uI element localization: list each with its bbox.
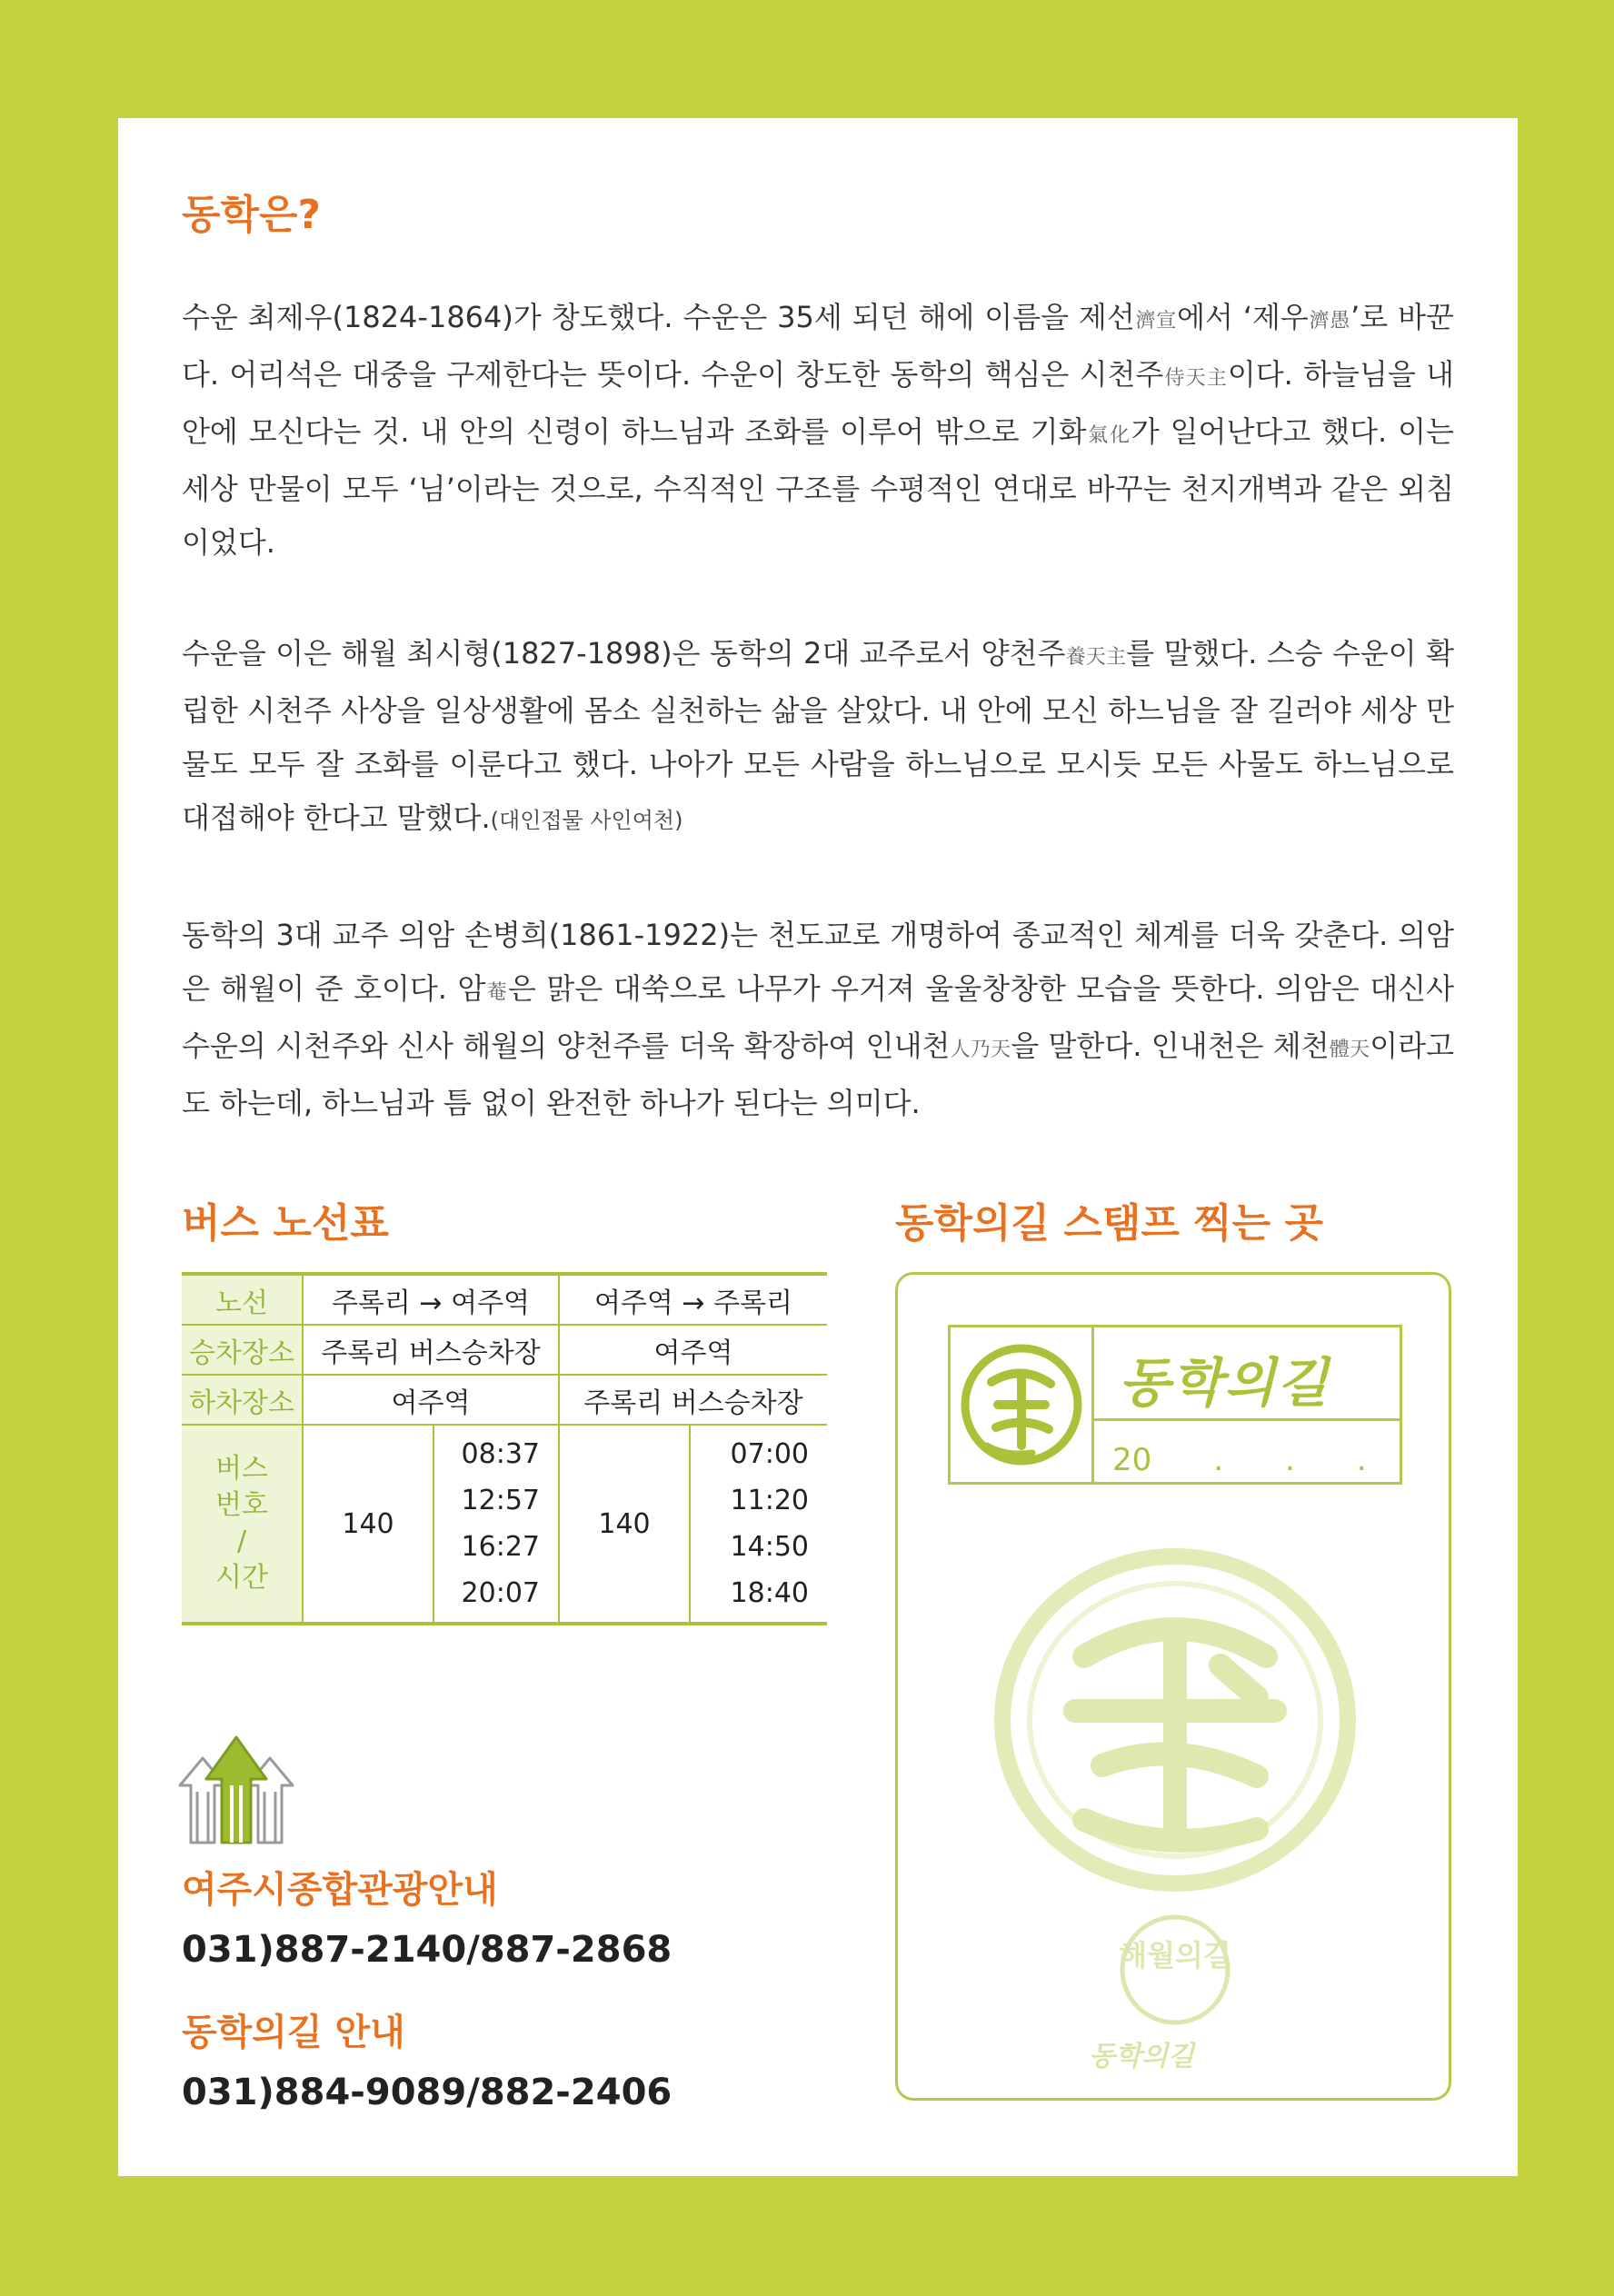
alight-place-1: 여주역 <box>303 1375 559 1425</box>
bus-table-heading: 버스 노선표 <box>182 1200 389 1247</box>
bus-number-2: 140 <box>559 1425 690 1624</box>
board-place-2: 여주역 <box>559 1325 827 1375</box>
seal-icon <box>951 1327 1087 1482</box>
stamp-card-title: 동학의길 <box>1119 1352 1330 1414</box>
donghak-road-info-phone: 031)884-9089/882-2406 <box>182 2072 672 2113</box>
board-label: 승차장소 <box>182 1325 303 1375</box>
bus-number-label: 버스 번호 / 시간 <box>182 1425 303 1624</box>
stamp-card-title-cell <box>1091 1327 1400 1421</box>
stamp-date-field: 20 . . . <box>1112 1442 1367 1478</box>
route-label: 노선 <box>182 1274 303 1325</box>
stamp-area <box>895 1272 1451 2101</box>
table-row <box>182 1274 827 1325</box>
donghak-road-info-label: 동학의길 안내 <box>182 2012 405 2053</box>
intro-paragraph-2: 수운을 이은 해월 최시형(1827-1898)은 동학의 2대 교주로서 양천주養天主를 말했다. 스승 수운이 확립한 시천주 사상을 일상생활에 몸소 실천하는 삶을 살았다. 내 안에 모신 하느님을 잘 길러야 세상 만물도 모두 잘 조화를 이룬다고 했다. 나아가 모든 사람을 하느님으로 모시듯 모든 사물도 하느님으로 대접해야 한다고 말했다.(대인접물 사인여천) <box>182 636 1454 835</box>
route-name-1: 주록리 → 여주역 <box>303 1274 559 1325</box>
alight-place-2: 주록리 버스승차장 <box>559 1375 827 1425</box>
tourism-info-phone: 031)887-2140/887-2868 <box>182 1929 672 1971</box>
bus-times-1: 08:37 12:57 16:27 20:07 <box>433 1425 559 1624</box>
bus-times-2: 07:00 11:20 14:50 18:40 <box>690 1425 827 1624</box>
bus-timetable <box>182 1272 827 1625</box>
route-name-2: 여주역 → 주록리 <box>559 1274 827 1325</box>
intro-paragraph-3: 동학의 3대 교주 의암 손병희(1861-1922)는 천도교로 개명하여 종교적인 체계를 더욱 갖춘다. 의암은 해월이 준 호이다. 암菴은 맑은 대쑥으로 나무가 우거져 울울창창한 모습을 뜻한다. 의암은 대신사 수운의 시천주와 신사 해월의 양천주를 더욱 확장하여 인내천人乃天을 말한다. 인내천은 체천體天이라고도 하는데, 하느님과 틈 없이 완전한 하나가 된다는 의미다. <box>182 918 1454 1120</box>
tree-logo-icon <box>177 1735 295 1844</box>
small-seal-top-chars: 해월의길 <box>1119 1938 1231 1973</box>
tourism-info-label: 여주시종합관광안내 <box>182 1869 498 1911</box>
page <box>118 118 1518 2176</box>
intro-paragraph-1: 수운 최제우(1824-1864)가 창도했다. 수운은 35세 되던 해에 이름을 제선濟宣에서 ‘제우濟愚’로 바꾼다. 어리석은 대중을 구제한다는 뜻이다. 수운이 창도한 동학의 핵심은 시천주侍天主이다. 하늘님을 내 안에 모신다는 것. 내 안의 신령이 하느님과 조화를 이루어 밖으로 기화氣化가 일어난다고 했다. 이는 세상 만물이 모두 ‘님’이라는 것으로, 수직적인 구조를 수평적인 연대로 바꾸는 천지개벽과 같은 외침이었다. <box>182 300 1454 560</box>
bus-number-1: 140 <box>303 1425 433 1624</box>
intro-heading: 동학은? <box>182 192 322 238</box>
stamp-card <box>948 1325 1402 1485</box>
seal-cell <box>951 1327 1094 1482</box>
table-row <box>182 1425 827 1624</box>
board-place-1: 주록리 버스승차장 <box>303 1325 559 1375</box>
alight-label: 하차장소 <box>182 1375 303 1425</box>
table-row <box>182 1375 827 1425</box>
small-seal-watermark-icon <box>1116 1911 1234 2029</box>
table-row <box>182 1325 827 1375</box>
stamp-heading: 동학의길 스탬프 찍는 곳 <box>895 1200 1323 1247</box>
small-seal-caption: 동학의길 <box>1089 2041 1194 2072</box>
large-seal-watermark-icon <box>984 1538 1366 1902</box>
